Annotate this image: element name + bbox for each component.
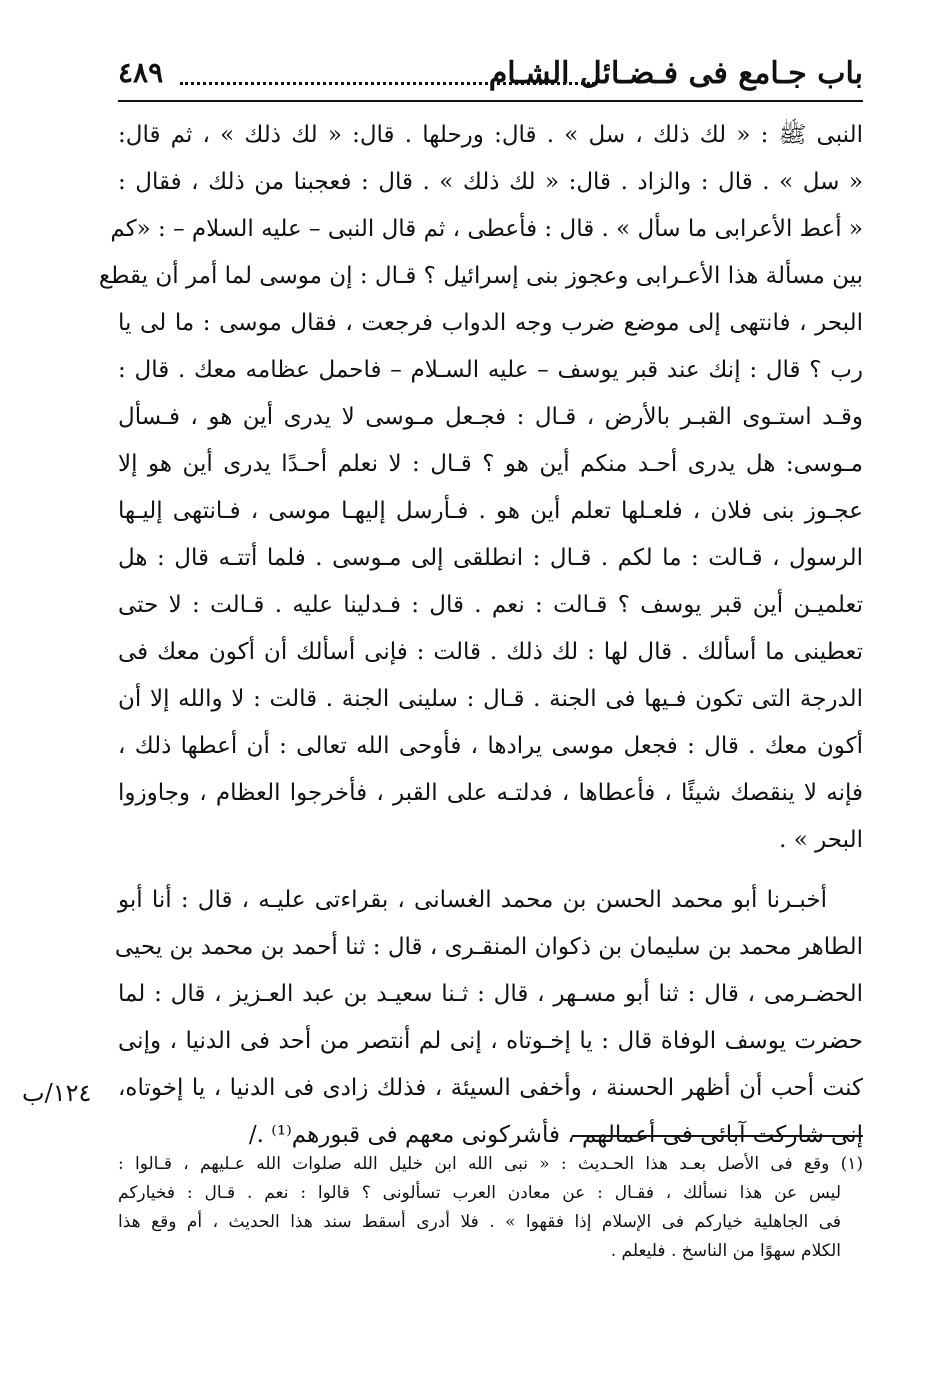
footnotes [118, 1150, 863, 1266]
folio-margin-note: ١٢٤/ب [22, 1079, 92, 1107]
paragraph-gap [118, 864, 863, 877]
header-dot-leader [180, 82, 595, 85]
text-line: الحضـرمى ، قال : ثنا أبو مسـهر ، قال : ثـنا سعيـد بن عبد العـزيز ، قال : لما [118, 981, 863, 1007]
page-number: ٤٨٩ [118, 56, 164, 89]
text-line: الدرجة التى تكون فـيها فى الجنة . قـال : سلينى الجنة . قالت : لا والله إلا أن [118, 686, 863, 712]
text-line: رب ؟ قال : إنك عند قبر يوسف – عليه السـلام – فاحمل عظامه معك . قال : [118, 357, 863, 383]
text-line: « سل » . قال : والزاد . قال: « لك ذلك » . قال : فعجبنا من ذلك ، فقال : [118, 169, 863, 195]
text-line: مـوسى: هل يدرى أحـد منكم أين هو ؟ قـال : لا نعلم أحـدًا يدرى أين هو إلا [118, 451, 863, 477]
text-line: تعطينى ما أسألك . قال لها : لك ذلك . قالت : فإنى أسألك أن أكون معك فى [118, 639, 863, 665]
text-line: أكون معك . قال : فجعل موسى يرادها ، فأوحى الله تعالى : أن أعطها ذلك ، [118, 733, 863, 759]
text-line: أخبـرنا أبو محمد الحسن بن محمد الغسانى ، بقراءتى عليـه ، قال : أنا أبو [118, 887, 827, 913]
text-line: البحر ، فانتهى إلى موضع ضرب وجه الدواب فرجعت ، فقال موسى : ما لى يا [118, 310, 863, 336]
text-line: النبى ﷺ : « لك ذلك ، سل » . قال: ورحلها . قال: « لك ذلك » ، ثم قال: [118, 122, 863, 148]
footnote-line: ليس عن هذا نسألك ، فقـال : عن معادن العرب تسألونى ؟ قالوا : نعم . قـال : فخياركم [118, 1183, 841, 1203]
text-line: كنت أحب أن أظهر الحسنة ، وأخفى السيئة ، فذلك زادى فى الدنيا ، يا إخوتاه، [118, 1075, 863, 1101]
text-line: إنى شاركت آبائى فى أعمالهم ، فأشركونى معهم فى قبورهم⁽¹⁾ ./ [248, 1122, 863, 1148]
page-header [118, 52, 863, 102]
text-line: بين مسألة هذا الأعـرابى وعجوز بنى إسرائيل ؟ قـال : إن موسى لما أمر أن يقطع [98, 263, 863, 289]
text-line: الرسول ، قـالت : ما لكم . قـال : انطلقى إلى مـوسى . فلما أتتـه قال : هل [118, 545, 863, 571]
text-line: تعلميـن أين قبر يوسف ؟ قـالت : نعم . قال : فـدلينا عليه . قـالت : لا حتى [118, 592, 863, 618]
chapter-title: باب جـامع فى فـضـائل الشـام [488, 56, 863, 91]
text-line: حضرت يوسف الوفاة قال : يا إخـوتاه ، إنى لم أنتصر من أحد فى الدنيا ، وإنى [118, 1028, 863, 1054]
footnote-separator [572, 1135, 863, 1137]
text-line: عجـوز بنى فلان ، فلعـلها تعلم أين هو . فـأرسل إليهـا موسى ، فـانتهى إليـها [118, 498, 863, 524]
text-line: فإنه لا ينقصك شيئًا ، فأعطاها ، فدلتـه على القبر ، فأخرجوا العظام ، وجاوزوا [118, 780, 863, 806]
text-line: البحر » . [779, 827, 863, 853]
text-line: وقـد استـوى القبـر بالأرض ، قـال : فجـعل مـوسى لا يدرى أين هو ، فـسأل [118, 404, 863, 430]
text-line: « أعط الأعرابى ما سأل » . قال : فأعطى ، ثم قال النبى – عليه السلام – : «كم [110, 216, 863, 242]
footnote-line: الكلام سهوًا من الناسخ . فليعلم . [610, 1241, 841, 1261]
text-line: الطاهر محمد بن سليمان بن ذكوان المنقـرى ، قال : ثنا أحمد بن محمد بن يحيى [114, 934, 863, 960]
footnote-line: (١) وقع فى الأصل بعـد هذا الحـديث : « نبى الله ابن خليل الله صلوات الله عـليهم ، قـالوا : [118, 1154, 863, 1174]
footnote-line: فى الجاهلية خياركم فى الإسلام إذا فقهوا » . فلا أدرى أسقط سند هذا الحديث ، أم وقع هذا [118, 1212, 841, 1232]
main-text [98, 112, 863, 1159]
